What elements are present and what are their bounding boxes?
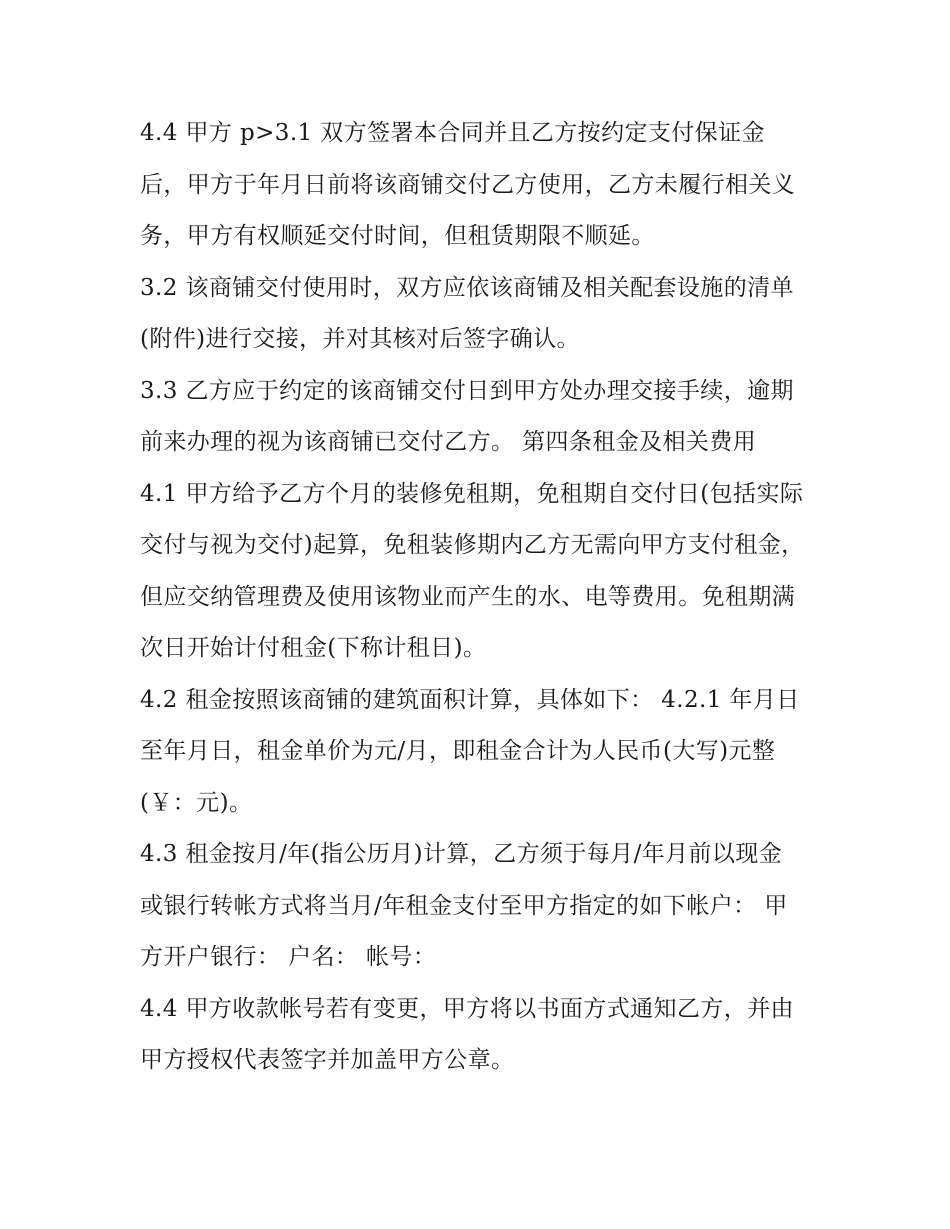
paragraph-4-4-delivery: 4.4 甲方 p>3.1 双方签署本合同并且乙方按约定支付保证金后，甲方于年月日前将该商铺交付乙方使用，乙方未履行相关义务，甲方有权顺延交付时间，但租赁期限不顺延。 xyxy=(140,120,796,249)
document-page xyxy=(140,108,805,1087)
paragraph-3-3-procedures: 3.3 乙方应于约定的该商铺交付日到甲方处办理交接手续，逾期前来办理的视为该商铺已交付乙方。 第四条租金及相关费用 xyxy=(140,377,794,455)
paragraph-4-2-rent-calculation: 4.2 租金按照该商铺的建筑面积计算，具体如下： 4.2.1 年月日至年月日，租金单价为元/月，即租金合计为人民币(大写)元整(￥：元)。 xyxy=(140,686,800,816)
paragraph-4-1-rent-free-period: 4.1 甲方给予乙方个月的装修免租期，免租期自交付日(包括实际交付与视为交付)起算，免租装修期内乙方无需向甲方支付租金，但应交纳管理费及使用该物业而产生的水、电等费用。免租期满次日开始计付租金(下称计租日)。 xyxy=(140,480,805,661)
paragraph-4-3-payment-account: 4.3 租金按月/年(指公历月)计算，乙方须于每月/年月前以现金或银行转帐方式将当月/年租金支付至甲方指定的如下帐户： 甲方开户银行： 户名： 帐号： xyxy=(140,841,788,970)
paragraph-3-2-handover: 3.2 该商铺交付使用时，双方应依该商铺及相关配套设施的清单(附件)进行交接，并对其核对后签字确认。 xyxy=(140,274,794,352)
paragraph-4-4-account-change: 4.4 甲方收款帐号若有变更，甲方将以书面方式通知乙方，并由甲方授权代表签字并加盖甲方公章。 xyxy=(140,995,794,1073)
